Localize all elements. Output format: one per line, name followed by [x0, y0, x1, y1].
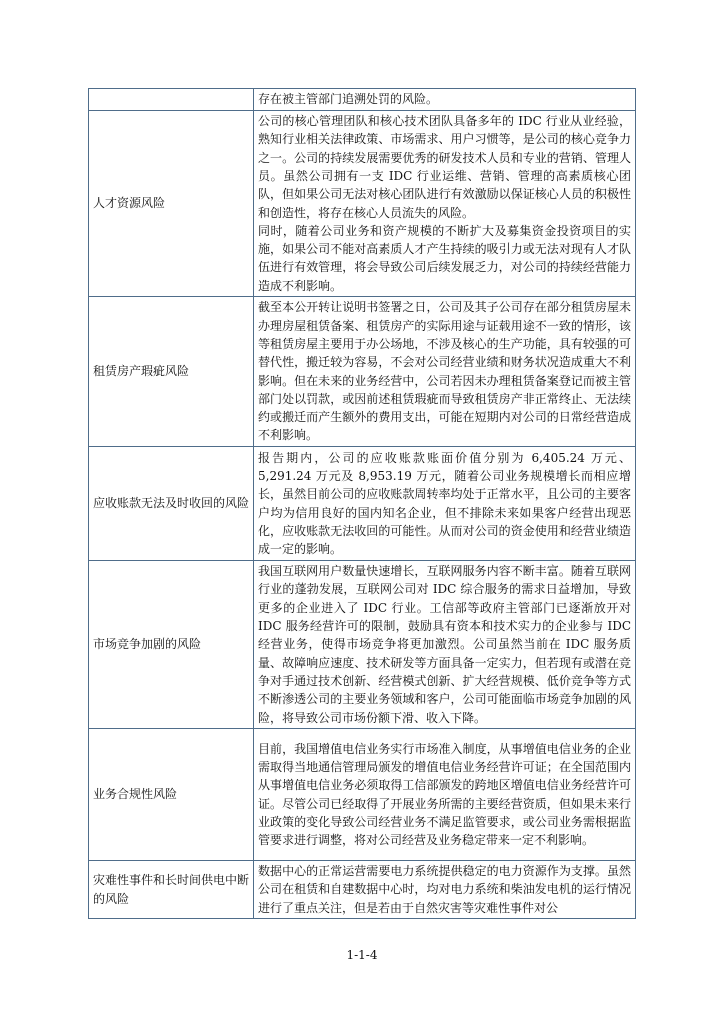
risk-description-cell [254, 861, 636, 919]
paragraph: 数据中心的正常运营需要电力系统提供稳定的电力资源作为支撑。虽然公司在租赁和自建数据中心时，均对电力系统和柴油发电机的运行情况进行了重点关注，但是若由于自然灾害等灾难性事件对公 [258, 864, 631, 915]
paragraph: 我国互联网用户数量快速增长，互联网服务内容不断丰富。随着互联网行业的蓬勃发展，互联网公司对 IDC 综合服务的需求日益增加，导致更多的企业进入了 IDC 行业。工信部等政府主管部门已逐渐放开对 IDC 服务经营许可的限制，鼓励具有资本和技术实力的企业参与 IDC 经营业务，使得市场竞争将更加激烈。公司虽然当前在 IDC 服务质量、故障响应速度、技术研发等方面具备一定实力，但若现有或潜在竞争对手通过技术创新、经营模式创新、扩大经营规模、低价竞争等方式不断渗透公司的主要业务领域和客户，公司可能面临市场竞争加剧的风险，将导致公司市场份额下滑、收入下降。 [258, 564, 631, 725]
page-number: 1-1-4 [346, 948, 378, 962]
risk-description-cell [254, 729, 636, 861]
table-row [89, 729, 636, 861]
table-row [89, 561, 636, 729]
risk-name-cell: 业务合规性风险 [89, 729, 254, 861]
risk-name-cell: 人才资源风险 [89, 111, 254, 297]
risk-name-cell: 灾难性事件和长时间供电中断的风险 [89, 861, 254, 919]
risk-description-cell [254, 111, 636, 297]
paragraph: 公司的核心管理团队和核心技术团队具备多年的 IDC 行业从业经验，熟知行业相关法律政策、市场需求、用户习惯等，是公司的核心竞争力之一。公司的持续发展需要优秀的研发技术人员和专业的营销、管理人员。虽然公司拥有一支 IDC 行业运维、营销、管理的高素质核心团队，但如果公司无法对核心团队进行有效激励以保证核心人员的积极性和创造性，将存在核心人员流失的风险。 [258, 114, 631, 220]
table-row [89, 89, 636, 111]
risk-description-cell [254, 297, 636, 447]
table-row [89, 111, 636, 297]
table-row [89, 447, 636, 561]
risk-name-cell: 市场竞争加剧的风险 [89, 561, 254, 729]
risk-description-cell [254, 447, 636, 561]
paragraph: 同时，随着公司业务和资产规模的不断扩大及募集资金投资项目的实施，如果公司不能对高素质人才产生持续的吸引力或无法对现有人才队伍进行有效管理，将会导致公司后续发展乏力，对公司的持续经营能力造成不利影响。 [258, 223, 631, 293]
table-row [89, 861, 636, 919]
risk-name-cell: 应收账款无法及时收回的风险 [89, 447, 254, 561]
risk-name-cell [89, 89, 254, 111]
risk-name-cell: 租赁房产瑕疵风险 [89, 297, 254, 447]
risk-description-cell [254, 89, 636, 111]
risk-description-cell [254, 561, 636, 729]
paragraph: 报告期内，公司的应收账款账面价值分别为 6,405.24 万元、5,291.24 万元及 8,953.19 万元，随着公司业务规模增长而相应增长，虽然目前公司的应收账款周转率均处于正常水平，且公司的主要客户均为信用良好的国内知名企业，但不排除未来如果客户经营出现恶化，应收账款无法收回的可能性。从而对公司的资金使用和经营业绩造成一定的影响。 [258, 450, 631, 557]
paragraph: 存在被主管部门追溯处罚的风险。 [258, 92, 439, 107]
paragraph: 目前，我国增值电信业务实行市场准入制度，从事增值电信业务的企业需取得当地通信管理局颁发的增值电信业务经营许可证；在全国范围内从事增值电信业务必须取得工信部颁发的跨地区增值电信业务经营许可证。尽管公司已经取得了开展业务所需的主要经营资质，但如果未来行业政策的变化导致公司经营业务不满足监管要求，或公司业务需根据监管要求进行调整，将对公司经营及业务稳定带来一定不利影响。 [258, 741, 631, 848]
table-row [89, 297, 636, 447]
risk-factor-table [88, 88, 636, 919]
paragraph: 截至本公开转让说明书签署之日，公司及其子公司存在部分租赁房屋未办理房屋租赁备案、租赁房产的实际用途与证载用途不一致的情形，该等租赁房屋主要用于办公场地，不涉及核心的生产功能，具有较强的可替代性，搬迁较为容易，不会对公司经营业绩和财务状况造成重大不利影响。但在未来的业务经营中，公司若因未办理租赁备案登记而被主管部门处以罚款，或因前述租赁瑕疵而导致租赁房产非正常终止、无法续约或搬迁而产生额外的费用支出，可能在短期内对公司的日常经营造成不利影响。 [258, 300, 631, 443]
